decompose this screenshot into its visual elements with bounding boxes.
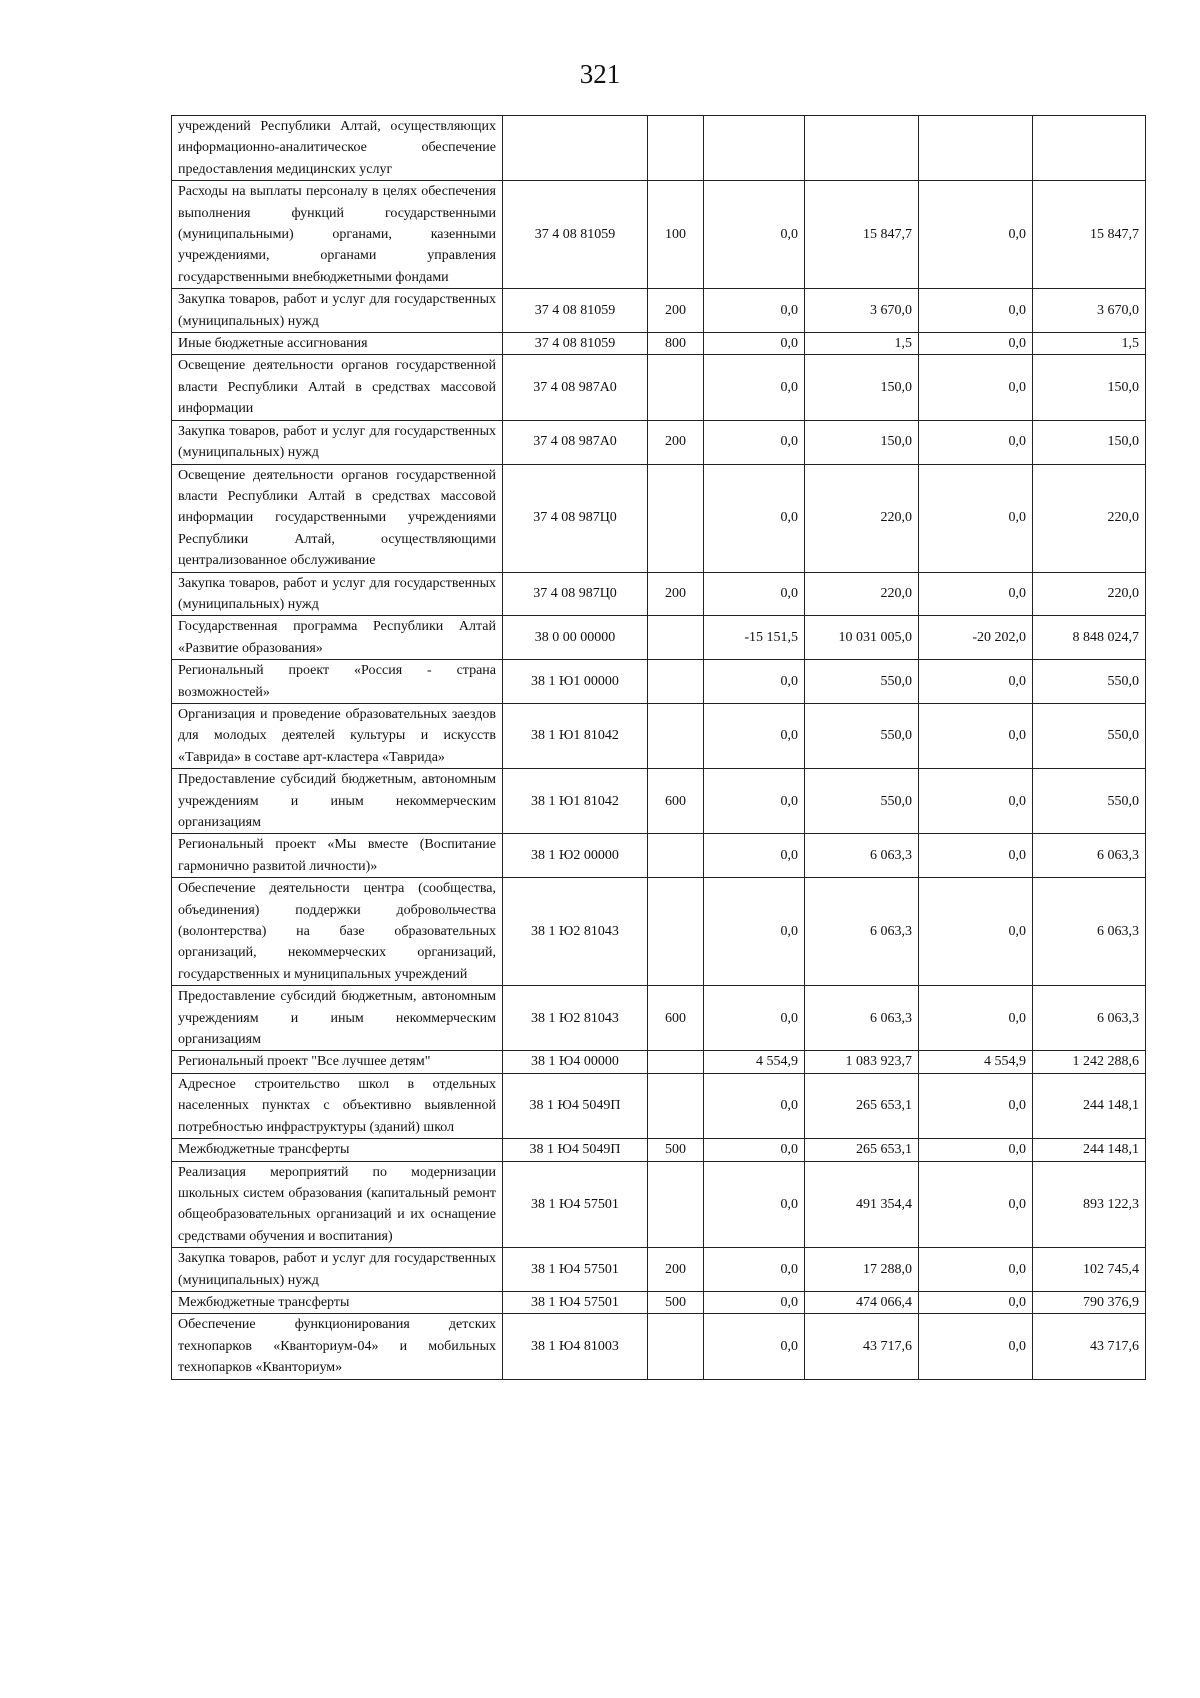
amount-cell-4: 102 745,4 — [1033, 1248, 1146, 1292]
amount-cell-1: 0,0 — [704, 464, 805, 572]
target-article-code-cell: 38 1 Ю4 81003 — [503, 1314, 648, 1379]
amount-cell-1: 0,0 — [704, 1139, 805, 1161]
target-article-code-cell: 37 4 08 987Ц0 — [503, 572, 648, 616]
target-article-code-cell: 38 1 Ю1 00000 — [503, 660, 648, 704]
amount-cell-1: 0,0 — [704, 355, 805, 420]
amount-cell-4: 244 148,1 — [1033, 1073, 1146, 1138]
amount-cell-2: 15 847,7 — [805, 181, 919, 289]
target-article-code-cell: 37 4 08 81059 — [503, 289, 648, 333]
expense-name-cell: Региональный проект «Мы вместе (Воспитание гармонично развитой личности)» — [172, 834, 503, 878]
target-article-code-cell: 38 1 Ю2 81043 — [503, 878, 648, 986]
expense-name-cell: Расходы на выплаты персоналу в целях обеспечения выполнения функций государственными (муниципальными) органами, казенными учреждениями, органами управления государственными внебюджетными фондами — [172, 181, 503, 289]
expense-type-code-cell — [648, 355, 704, 420]
table-row — [172, 703, 1146, 768]
amount-cell-1: 0,0 — [704, 1291, 805, 1313]
expense-type-code-cell — [648, 878, 704, 986]
amount-cell-1: 0,0 — [704, 420, 805, 464]
amount-cell-2: 265 653,1 — [805, 1073, 919, 1138]
target-article-code-cell: 38 1 Ю4 57501 — [503, 1291, 648, 1313]
amount-cell-4: 550,0 — [1033, 769, 1146, 834]
amount-cell-2: 474 066,4 — [805, 1291, 919, 1313]
expense-name-cell: Региональный проект "Все лучшее детям" — [172, 1051, 503, 1073]
table-row — [172, 572, 1146, 616]
amount-cell-3: 0,0 — [919, 1248, 1033, 1292]
table-row — [172, 289, 1146, 333]
amount-cell-2: 220,0 — [805, 572, 919, 616]
target-article-code-cell: 38 1 Ю1 81042 — [503, 769, 648, 834]
expense-name-cell: Межбюджетные трансферты — [172, 1291, 503, 1313]
table-row — [172, 420, 1146, 464]
target-article-code-cell: 37 4 08 81059 — [503, 181, 648, 289]
amount-cell-3: 0,0 — [919, 1073, 1033, 1138]
amount-cell-4: 8 848 024,7 — [1033, 616, 1146, 660]
expense-type-code-cell: 200 — [648, 1248, 704, 1292]
amount-cell-2 — [805, 116, 919, 181]
budget-table-body — [172, 116, 1146, 1380]
amount-cell-1: 0,0 — [704, 333, 805, 355]
target-article-code-cell: 37 4 08 987А0 — [503, 355, 648, 420]
expense-name-cell: Региональный проект «Россия - страна возможностей» — [172, 660, 503, 704]
target-article-code-cell: 38 1 Ю4 5049П — [503, 1139, 648, 1161]
amount-cell-3: 0,0 — [919, 660, 1033, 704]
table-row — [172, 660, 1146, 704]
amount-cell-1: 0,0 — [704, 878, 805, 986]
amount-cell-4: 150,0 — [1033, 355, 1146, 420]
amount-cell-1: 0,0 — [704, 1248, 805, 1292]
expense-type-code-cell: 600 — [648, 769, 704, 834]
expense-name-cell: Освещение деятельности органов государственной власти Республики Алтай в средствах массовой информации государственными учреждениями Республики Алтай, осуществляющими централизованное обслуживание — [172, 464, 503, 572]
amount-cell-2: 550,0 — [805, 769, 919, 834]
table-row — [172, 1161, 1146, 1248]
expense-name-cell: Обеспечение деятельности центра (сообщества, объединения) поддержки добровольчества (волонтерства) на базе образовательных организаций, некоммерческих организаций, государственных и муниципальных учреждений — [172, 878, 503, 986]
amount-cell-3: 4 554,9 — [919, 1051, 1033, 1073]
expense-type-code-cell: 200 — [648, 420, 704, 464]
amount-cell-1: 0,0 — [704, 289, 805, 333]
expense-name-cell: Закупка товаров, работ и услуг для государственных (муниципальных) нужд — [172, 1248, 503, 1292]
target-article-code-cell: 38 1 Ю1 81042 — [503, 703, 648, 768]
amount-cell-4: 15 847,7 — [1033, 181, 1146, 289]
target-article-code-cell: 38 1 Ю4 57501 — [503, 1161, 648, 1248]
expense-name-cell: Предоставление субсидий бюджетным, автономным учреждениям и иным некоммерческим организациям — [172, 986, 503, 1051]
amount-cell-4: 43 717,6 — [1033, 1314, 1146, 1379]
amount-cell-2: 6 063,3 — [805, 986, 919, 1051]
amount-cell-4: 220,0 — [1033, 572, 1146, 616]
expense-type-code-cell: 500 — [648, 1139, 704, 1161]
expense-type-code-cell: 200 — [648, 289, 704, 333]
table-row — [172, 769, 1146, 834]
expense-name-cell: Закупка товаров, работ и услуг для государственных (муниципальных) нужд — [172, 420, 503, 464]
expense-type-code-cell — [648, 703, 704, 768]
amount-cell-2: 10 031 005,0 — [805, 616, 919, 660]
amount-cell-2: 1,5 — [805, 333, 919, 355]
table-row — [172, 616, 1146, 660]
amount-cell-4: 244 148,1 — [1033, 1139, 1146, 1161]
amount-cell-4: 150,0 — [1033, 420, 1146, 464]
table-row — [172, 1248, 1146, 1292]
amount-cell-4: 3 670,0 — [1033, 289, 1146, 333]
amount-cell-3: 0,0 — [919, 572, 1033, 616]
amount-cell-3: 0,0 — [919, 1291, 1033, 1313]
amount-cell-1: 0,0 — [704, 986, 805, 1051]
amount-cell-2: 550,0 — [805, 660, 919, 704]
expense-type-code-cell — [648, 660, 704, 704]
target-article-code-cell: 38 0 00 00000 — [503, 616, 648, 660]
amount-cell-2: 150,0 — [805, 355, 919, 420]
budget-table — [171, 115, 1146, 1380]
target-article-code-cell: 38 1 Ю2 00000 — [503, 834, 648, 878]
expense-name-cell: Государственная программа Республики Алтай «Развитие образования» — [172, 616, 503, 660]
table-row — [172, 181, 1146, 289]
expense-name-cell: Закупка товаров, работ и услуг для государственных (муниципальных) нужд — [172, 572, 503, 616]
table-row — [172, 1051, 1146, 1073]
expense-name-cell: Закупка товаров, работ и услуг для государственных (муниципальных) нужд — [172, 289, 503, 333]
expense-type-code-cell: 600 — [648, 986, 704, 1051]
amount-cell-4: 6 063,3 — [1033, 878, 1146, 986]
table-row — [172, 1291, 1146, 1313]
amount-cell-4: 550,0 — [1033, 703, 1146, 768]
expense-type-code-cell — [648, 1073, 704, 1138]
expense-type-code-cell: 500 — [648, 1291, 704, 1313]
expense-type-code-cell: 100 — [648, 181, 704, 289]
amount-cell-3: 0,0 — [919, 181, 1033, 289]
expense-name-cell: Иные бюджетные ассигнования — [172, 333, 503, 355]
expense-type-code-cell — [648, 1314, 704, 1379]
amount-cell-1: 0,0 — [704, 181, 805, 289]
expense-type-code-cell — [648, 1051, 704, 1073]
table-row — [172, 464, 1146, 572]
expense-name-cell: Обеспечение функционирования детских технопарков «Кванториум-04» и мобильных технопарков «Кванториум» — [172, 1314, 503, 1379]
amount-cell-2: 150,0 — [805, 420, 919, 464]
amount-cell-4: 790 376,9 — [1033, 1291, 1146, 1313]
expense-name-cell: Организация и проведение образовательных заездов для молодых деятелей культуры и искусств «Таврида» в составе арт-кластера «Таврида» — [172, 703, 503, 768]
amount-cell-1: 0,0 — [704, 769, 805, 834]
amount-cell-3: 0,0 — [919, 834, 1033, 878]
amount-cell-2: 17 288,0 — [805, 1248, 919, 1292]
expense-name-cell: Освещение деятельности органов государственной власти Республики Алтай в средствах массовой информации — [172, 355, 503, 420]
expense-type-code-cell: 200 — [648, 572, 704, 616]
expense-name-cell: Предоставление субсидий бюджетным, автономным учреждениям и иным некоммерческим организациям — [172, 769, 503, 834]
amount-cell-2: 550,0 — [805, 703, 919, 768]
table-row — [172, 355, 1146, 420]
amount-cell-3: 0,0 — [919, 769, 1033, 834]
expense-type-code-cell — [648, 1161, 704, 1248]
amount-cell-4: 6 063,3 — [1033, 834, 1146, 878]
target-article-code-cell: 38 1 Ю4 57501 — [503, 1248, 648, 1292]
amount-cell-1 — [704, 116, 805, 181]
amount-cell-4: 6 063,3 — [1033, 986, 1146, 1051]
amount-cell-2: 1 083 923,7 — [805, 1051, 919, 1073]
expense-type-code-cell — [648, 834, 704, 878]
amount-cell-3: 0,0 — [919, 333, 1033, 355]
amount-cell-3: 0,0 — [919, 355, 1033, 420]
amount-cell-3: 0,0 — [919, 420, 1033, 464]
table-row — [172, 116, 1146, 181]
expense-name-cell: Адресное строительство школ в отдельных населенных пунктах с объективно выявленной потребностью инфраструктуры (зданий) школ — [172, 1073, 503, 1138]
amount-cell-4: 220,0 — [1033, 464, 1146, 572]
expense-type-code-cell — [648, 116, 704, 181]
amount-cell-3: 0,0 — [919, 878, 1033, 986]
target-article-code-cell: 37 4 08 987А0 — [503, 420, 648, 464]
amount-cell-1: 0,0 — [704, 703, 805, 768]
amount-cell-3 — [919, 116, 1033, 181]
amount-cell-1: 0,0 — [704, 1314, 805, 1379]
expense-type-code-cell — [648, 464, 704, 572]
amount-cell-1: 0,0 — [704, 1161, 805, 1248]
amount-cell-1: 0,0 — [704, 660, 805, 704]
target-article-code-cell: 38 1 Ю4 5049П — [503, 1073, 648, 1138]
table-row — [172, 1139, 1146, 1161]
amount-cell-4 — [1033, 116, 1146, 181]
expense-name-cell: Реализация мероприятий по модернизации школьных систем образования (капитальный ремонт общеобразовательных организаций и их оснащение средствами обучения и воспитания) — [172, 1161, 503, 1248]
amount-cell-1: 0,0 — [704, 1073, 805, 1138]
amount-cell-4: 893 122,3 — [1033, 1161, 1146, 1248]
amount-cell-1: -15 151,5 — [704, 616, 805, 660]
page-number: 321 — [579, 59, 621, 89]
amount-cell-3: 0,0 — [919, 464, 1033, 572]
target-article-code-cell: 37 4 08 987Ц0 — [503, 464, 648, 572]
target-article-code-cell: 37 4 08 81059 — [503, 333, 648, 355]
amount-cell-3: 0,0 — [919, 289, 1033, 333]
amount-cell-4: 1 242 288,6 — [1033, 1051, 1146, 1073]
amount-cell-4: 1,5 — [1033, 333, 1146, 355]
amount-cell-3: 0,0 — [919, 1139, 1033, 1161]
table-row — [172, 333, 1146, 355]
table-row — [172, 1073, 1146, 1138]
amount-cell-3: -20 202,0 — [919, 616, 1033, 660]
expense-name-cell: учреждений Республики Алтай, осуществляющих информационно-аналитическое обеспечение предоставления медицинских услуг — [172, 116, 503, 181]
amount-cell-2: 6 063,3 — [805, 834, 919, 878]
target-article-code-cell: 38 1 Ю2 81043 — [503, 986, 648, 1051]
amount-cell-2: 491 354,4 — [805, 1161, 919, 1248]
table-row — [172, 986, 1146, 1051]
table-row — [172, 834, 1146, 878]
amount-cell-3: 0,0 — [919, 703, 1033, 768]
amount-cell-4: 550,0 — [1033, 660, 1146, 704]
amount-cell-2: 43 717,6 — [805, 1314, 919, 1379]
amount-cell-3: 0,0 — [919, 1161, 1033, 1248]
amount-cell-3: 0,0 — [919, 1314, 1033, 1379]
amount-cell-1: 0,0 — [704, 834, 805, 878]
expense-name-cell: Межбюджетные трансферты — [172, 1139, 503, 1161]
amount-cell-1: 4 554,9 — [704, 1051, 805, 1073]
table-row — [172, 1314, 1146, 1379]
amount-cell-1: 0,0 — [704, 572, 805, 616]
expense-type-code-cell — [648, 616, 704, 660]
amount-cell-2: 3 670,0 — [805, 289, 919, 333]
expense-type-code-cell: 800 — [648, 333, 704, 355]
amount-cell-2: 6 063,3 — [805, 878, 919, 986]
table-row — [172, 878, 1146, 986]
amount-cell-2: 265 653,1 — [805, 1139, 919, 1161]
target-article-code-cell: 38 1 Ю4 00000 — [503, 1051, 648, 1073]
target-article-code-cell — [503, 116, 648, 181]
amount-cell-3: 0,0 — [919, 986, 1033, 1051]
amount-cell-2: 220,0 — [805, 464, 919, 572]
